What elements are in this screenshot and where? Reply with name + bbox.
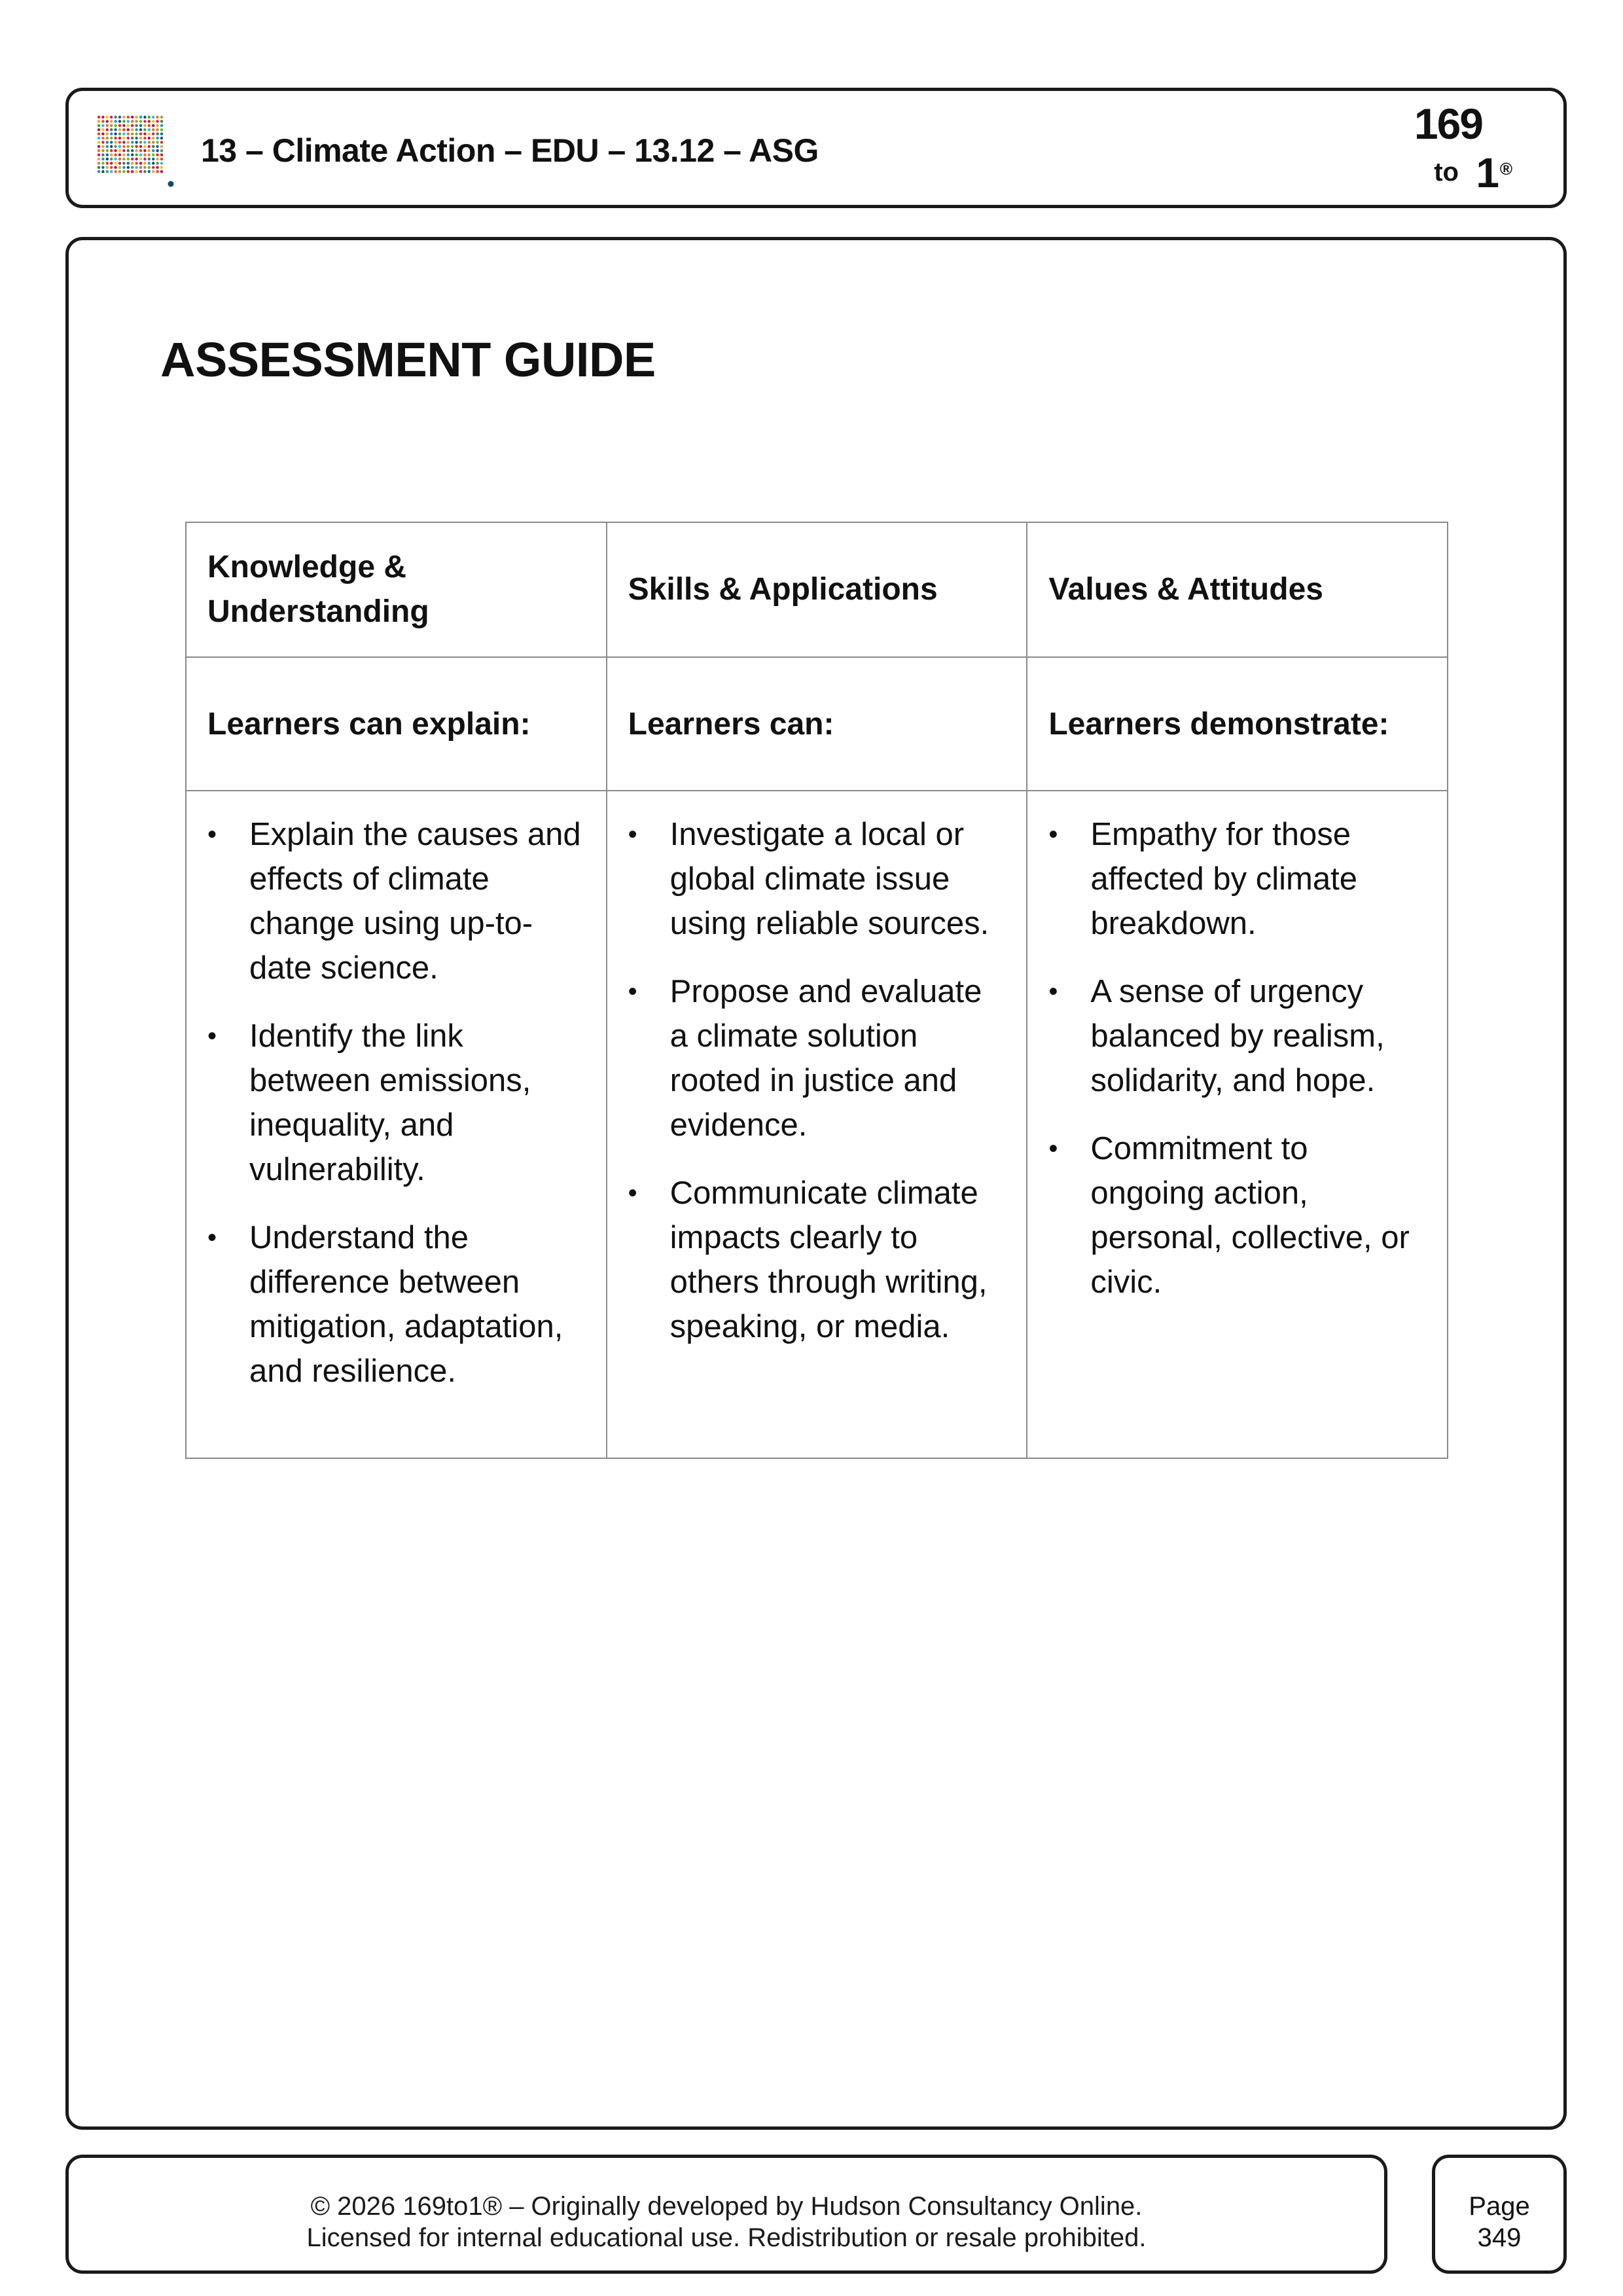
list-item-text: Commitment to ongoing action, personal, collective, or civic. — [1090, 1131, 1410, 1300]
list-item — [207, 1014, 588, 1192]
list-item — [628, 812, 1008, 946]
table-cell — [607, 791, 1027, 1458]
list-item-text: Understand the difference between mitigation, adaptation, and resilience. — [249, 1220, 563, 1389]
column-header: Knowledge & Understanding — [186, 522, 607, 657]
bullet-icon: • — [628, 977, 637, 1006]
assessment-guide-table — [185, 522, 1448, 1459]
copyright-footer — [65, 2155, 1387, 2274]
list-item-text: Empathy for those affected by climate breakdown. — [1090, 817, 1357, 941]
list-item — [628, 1171, 1008, 1349]
page-number-box — [1432, 2155, 1567, 2274]
list-item — [1048, 969, 1429, 1103]
main-panel — [65, 237, 1567, 2130]
license-line: Licensed for internal educational use. Redistribution or resale prohibited. — [306, 2223, 1147, 2252]
list-item — [628, 969, 1008, 1147]
page-number: 349 — [1477, 2223, 1522, 2252]
list-item — [1048, 812, 1429, 946]
bullet-icon: • — [207, 1223, 217, 1252]
bullet-list — [207, 812, 588, 1393]
copyright-line: © 2026 169to1® – Originally developed by Hudson Consultancy Online. — [310, 2192, 1143, 2221]
brand-registered-mark: ® — [1499, 159, 1512, 179]
list-item-text: Communicate climate impacts clearly to others through writing, speaking, or media. — [669, 1175, 988, 1344]
list-item-text: Explain the causes and effects of climate change using up-to-date science. — [249, 817, 581, 986]
list-item — [1048, 1126, 1429, 1304]
list-item-text: A sense of urgency balanced by realism, solidarity, and hope. — [1090, 974, 1385, 1098]
copyright-notice — [69, 2191, 1384, 2253]
column-header: Skills & Applications — [607, 522, 1027, 657]
brand-to: to — [1434, 158, 1459, 187]
column-header: Values & Attitudes — [1027, 522, 1448, 657]
column-subheader: Learners can: — [607, 657, 1027, 791]
bullet-icon: • — [207, 1022, 217, 1050]
bullet-icon: • — [1048, 977, 1058, 1006]
table-header-row — [186, 522, 1448, 657]
table-row — [186, 791, 1448, 1458]
brand-number: 169 — [1414, 99, 1482, 148]
list-item — [207, 1215, 588, 1393]
list-item-text: Identify the link between emissions, inequality, and vulnerability. — [249, 1018, 531, 1187]
header-title: 13 – Climate Action – EDU – 13.12 – ASG — [201, 132, 819, 169]
list-item-text: Investigate a local or global climate issue using reliable sources. — [669, 817, 990, 941]
bullet-icon: • — [628, 820, 637, 849]
sdg-grid-logo-icon — [96, 115, 175, 188]
page-label: Page — [1469, 2192, 1530, 2221]
document-header — [65, 88, 1567, 208]
page-title: ASSESSMENT GUIDE — [160, 332, 656, 387]
table-cell — [1027, 791, 1448, 1458]
bullet-list — [1048, 812, 1429, 1304]
list-item — [207, 812, 588, 990]
table-cell — [186, 791, 607, 1458]
list-item-text: Propose and evaluate a climate solution rooted in justice and evidence. — [669, 974, 982, 1143]
bullet-list — [628, 812, 1008, 1349]
column-subheader: Learners can explain: — [186, 657, 607, 791]
bullet-icon: • — [1048, 1134, 1058, 1163]
bullet-icon: • — [628, 1179, 637, 1208]
table-subheader-row — [186, 657, 1448, 791]
bullet-icon: • — [207, 820, 217, 849]
column-subheader: Learners demonstrate: — [1027, 657, 1448, 791]
brand-one: 1 — [1476, 149, 1499, 196]
bullet-icon: • — [1048, 820, 1058, 849]
